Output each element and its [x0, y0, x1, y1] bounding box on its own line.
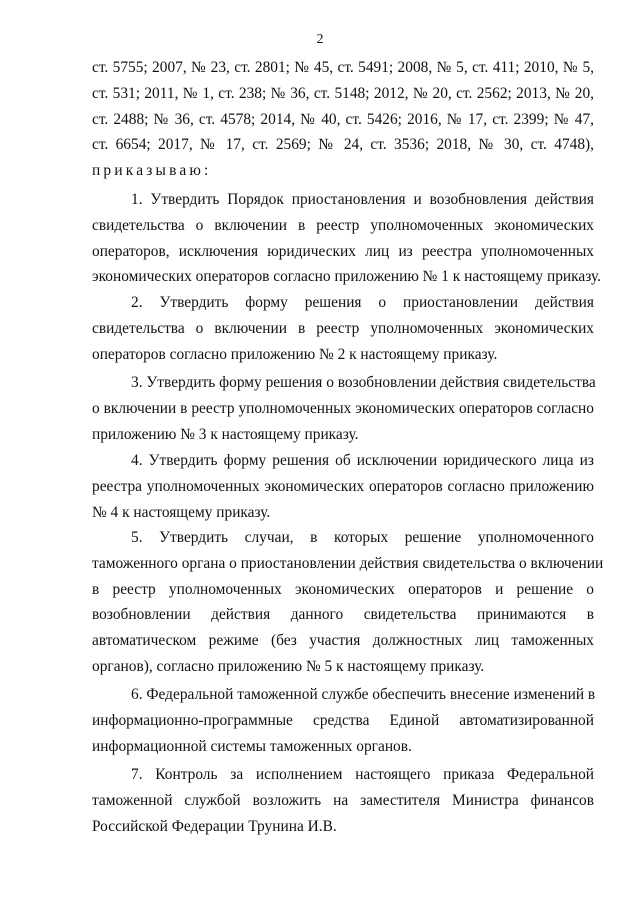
paragraph-4 [92, 448, 594, 525]
paragraph-line: свидетельства о включении в реестр уполномоченных экономических [92, 216, 594, 234]
intro-line: ст. 5755; 2007, № 23, ст. 2801; № 45, ст. 5491; 2008, № 5, ст. 411; 2010, № 5, [92, 59, 594, 76]
paragraph-1 [92, 187, 601, 290]
page-number: 2 [316, 32, 324, 47]
paragraph-line: операторов согласно приложению № 2 к настоящему приказу. [92, 345, 498, 363]
intro-line: ст. 6654; 2017, № 17, ст. 2569; № 24, ст. 3536; 2018, № 30, ст. 4748), [92, 136, 594, 154]
paragraph-5 [92, 525, 604, 680]
paragraph-line: о включении в реестр уполномоченных экономических операторов согласно [92, 399, 594, 417]
paragraph-line: 6. Федеральной таможенной службе обеспечить внесение изменений в [131, 686, 596, 703]
paragraph-line: операторов, исключения юридических лиц из реестра уполномоченных [92, 242, 594, 260]
intro-line: ст. 2488; № 36, ст. 4578; 2014, № 40, ст. 5426; 2016, № 17, ст. 2399; № 47, [92, 110, 594, 128]
paragraph-6 [92, 682, 594, 759]
paragraph-line: № 4 к настоящему приказу. [92, 503, 271, 521]
paragraph-2 [92, 290, 594, 367]
paragraph-line: таможенной службой возложить на заместителя Министра финансов [92, 791, 594, 809]
paragraph-7 [92, 762, 594, 839]
intro-block [92, 55, 594, 184]
paragraph-line: информационной системы таможенных органов. [92, 737, 412, 755]
intro-line: ст. 531; 2011, № 1, ст. 238; № 36, ст. 5148; 2012, № 20, ст. 2562; 2013, № 20, [92, 84, 594, 102]
paragraph-line: информационно-программные средства Единой автоматизированной [92, 711, 594, 729]
paragraph-line: Российской Федерации Трунина И.В. [92, 817, 337, 835]
paragraph-line: свидетельства о включении в реестр уполномоченных экономических [92, 319, 594, 337]
paragraph-line: органов), согласно приложению № 5 к настоящему приказу. [92, 657, 485, 675]
paragraph-line: приложению № 3 к настоящему приказу. [92, 425, 359, 443]
paragraph-line: в реестр уполномоченных экономических операторов и решение о [92, 580, 594, 598]
paragraph-line: автоматическом режиме (без участия должностных лиц таможенных [92, 632, 594, 650]
paragraph-line: 2. Утвердить форму решения о приостановлении действия [131, 294, 594, 311]
paragraph-line: экономических операторов согласно приложению № 1 к настоящему приказу. [92, 268, 601, 286]
paragraph-line: реестра уполномоченных экономических операторов согласно приложению [92, 477, 594, 495]
paragraph-3 [92, 370, 594, 447]
paragraph-line: таможенного органа о приостановлении действия свидетельства о включении [92, 554, 604, 572]
paragraph-line: 7. Контроль за исполнением настоящего приказа Федеральной [131, 766, 594, 783]
paragraph-line: 3. Утвердить форму решения о возобновлении действия свидетельства [131, 374, 596, 391]
paragraph-line: 4. Утвердить форму решения об исключении юридического лица из [131, 452, 594, 469]
paragraph-line: 5. Утвердить случаи, в которых решение уполномоченного [131, 529, 594, 546]
paragraph-line: возобновлении действия данного свидетельства принимаются в [92, 606, 594, 624]
order-word: приказываю: [92, 162, 212, 180]
paragraph-line: 1. Утвердить Порядок приостановления и возобновления действия [131, 191, 594, 208]
